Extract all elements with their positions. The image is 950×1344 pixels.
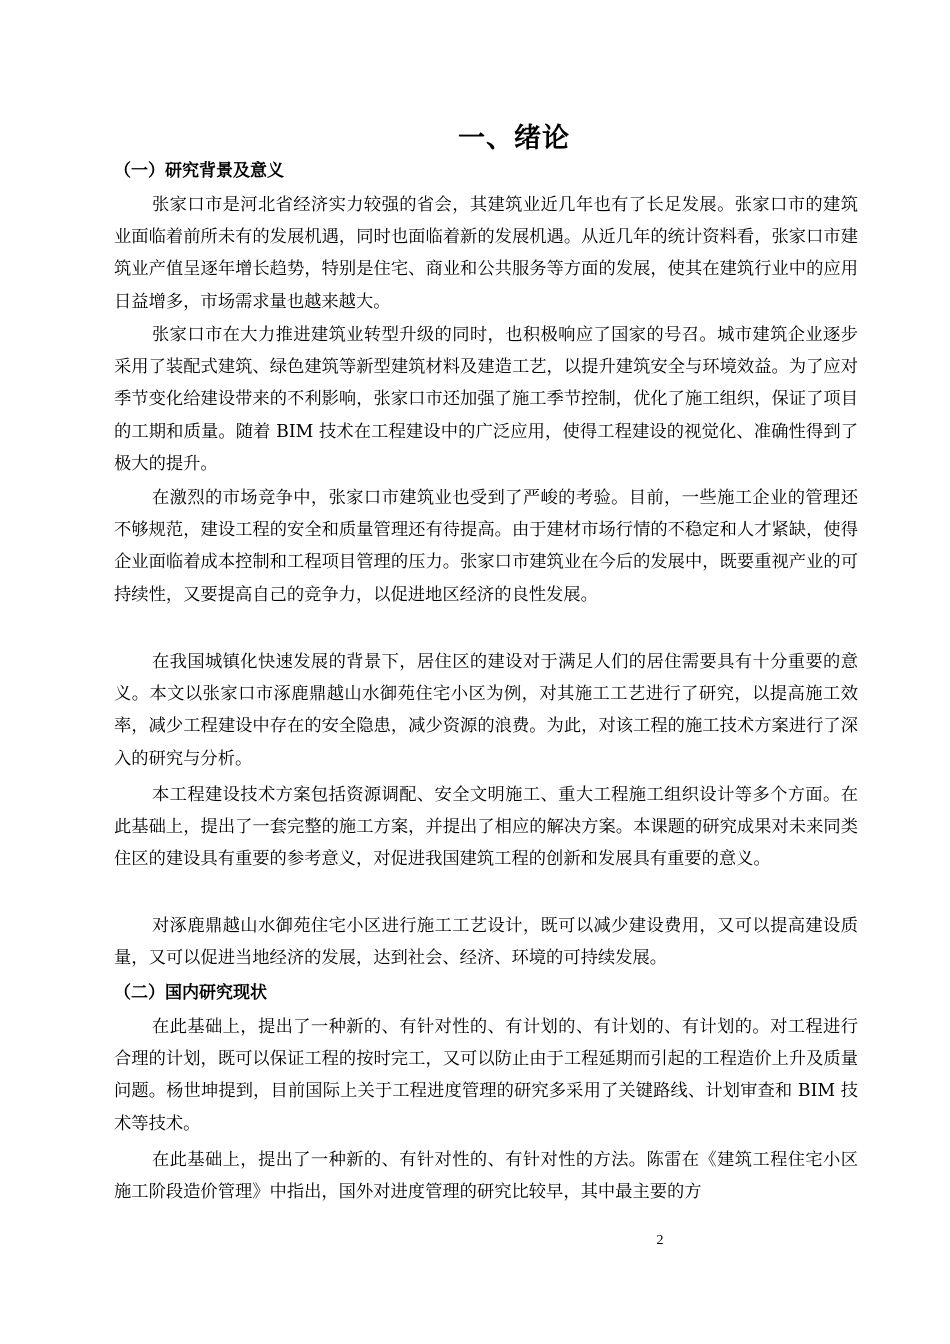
paragraph: 对涿鹿鼎越山水御苑住宅小区进行施工工艺设计，既可以减少建设费用，又可以提高建设质量，又可以促进当地经济的发展，达到社会、经济、环境的可持续发展。	[114, 916, 858, 969]
section-heading-domestic-research: （二）国内研究现状	[114, 983, 267, 1003]
section-heading-background: （一）研究背景及意义	[114, 161, 284, 181]
paragraph: 在激烈的市场竞争中，张家口市建筑业也受到了严峻的考验。目前，一些施工企业的管理还不够规范，建设工程的安全和质量管理还有待提高。由于建材市场行情的不稳定和人才紧缺，使得企业面临着成本控制和工程项目管理的压力。张家口市建筑业在今后的发展中，既要重视产业的可持续性，又要提高自己的竞争力，以促进地区经济的良性发展。	[114, 488, 858, 605]
paragraph: 在此基础上，提出了一种新的、有针对性的、有计划的、有计划的、有计划的。对工程进行合理的计划，既可以保证工程的按时完工，又可以防止由于工程延期而引起的工程造价上升及质量问题。杨世坤提到，目前国际上关于工程进度管理的研究多采用了关键路线、计划审查和 BIM 技术等技术。	[114, 1017, 858, 1134]
paragraph: 张家口市是河北省经济实力较强的省会，其建筑业近几年也有了长足发展。张家口市的建筑业面临着前所未有的发展机遇，同时也面临着新的发展机遇。从近几年的统计资料看，张家口市建筑业产值呈逐年增长趋势，特别是住宅、商业和公共服务等方面的发展，使其在建筑行业中的应用日益增多，市场需求量也越来越大。	[114, 195, 858, 312]
page-number: 2	[656, 1233, 664, 1248]
paragraph: 张家口市在大力推进建筑业转型升级的同时，也积极响应了国家的号召。城市建筑企业逐步采用了装配式建筑、绿色建筑等新型建筑材料及建造工艺，以提升建筑安全与环境效益。为了应对季节变化给建设带来的不利影响，张家口市还加强了施工季节控制，优化了施工组织，保证了项目的工期和质量。随着 BIM 技术在工程建设中的广泛应用，使得工程建设的视觉化、准确性得到了极大的提升。	[114, 325, 858, 474]
paragraph: 在我国城镇化快速发展的背景下，居住区的建设对于满足人们的居住需要具有十分重要的意义。本文以张家口市涿鹿鼎越山水御苑住宅小区为例，对其施工工艺进行了研究，以提高施工效率，减少工程建设中存在的安全隐患，减少资源的浪费。为此，对该工程的施工技术方案进行了深入的研究与分析。	[114, 652, 858, 769]
paragraph: 在此基础上，提出了一种新的、有针对性的、有针对性的方法。陈雷在《建筑工程住宅小区施工阶段造价管理》中指出，国外对进度管理的研究比较早，其中最主要的方	[114, 1150, 858, 1203]
paragraph: 本工程建设技术方案包括资源调配、安全文明施工、重大工程施工组织设计等多个方面。在此基础上，提出了一套完整的施工方案，并提出了相应的解决方案。本课题的研究成果对未来同类住区的建设具有重要的参考意义，对促进我国建筑工程的创新和发展具有重要的意义。	[114, 785, 858, 870]
chapter-title: 一、绪论	[458, 123, 570, 154]
